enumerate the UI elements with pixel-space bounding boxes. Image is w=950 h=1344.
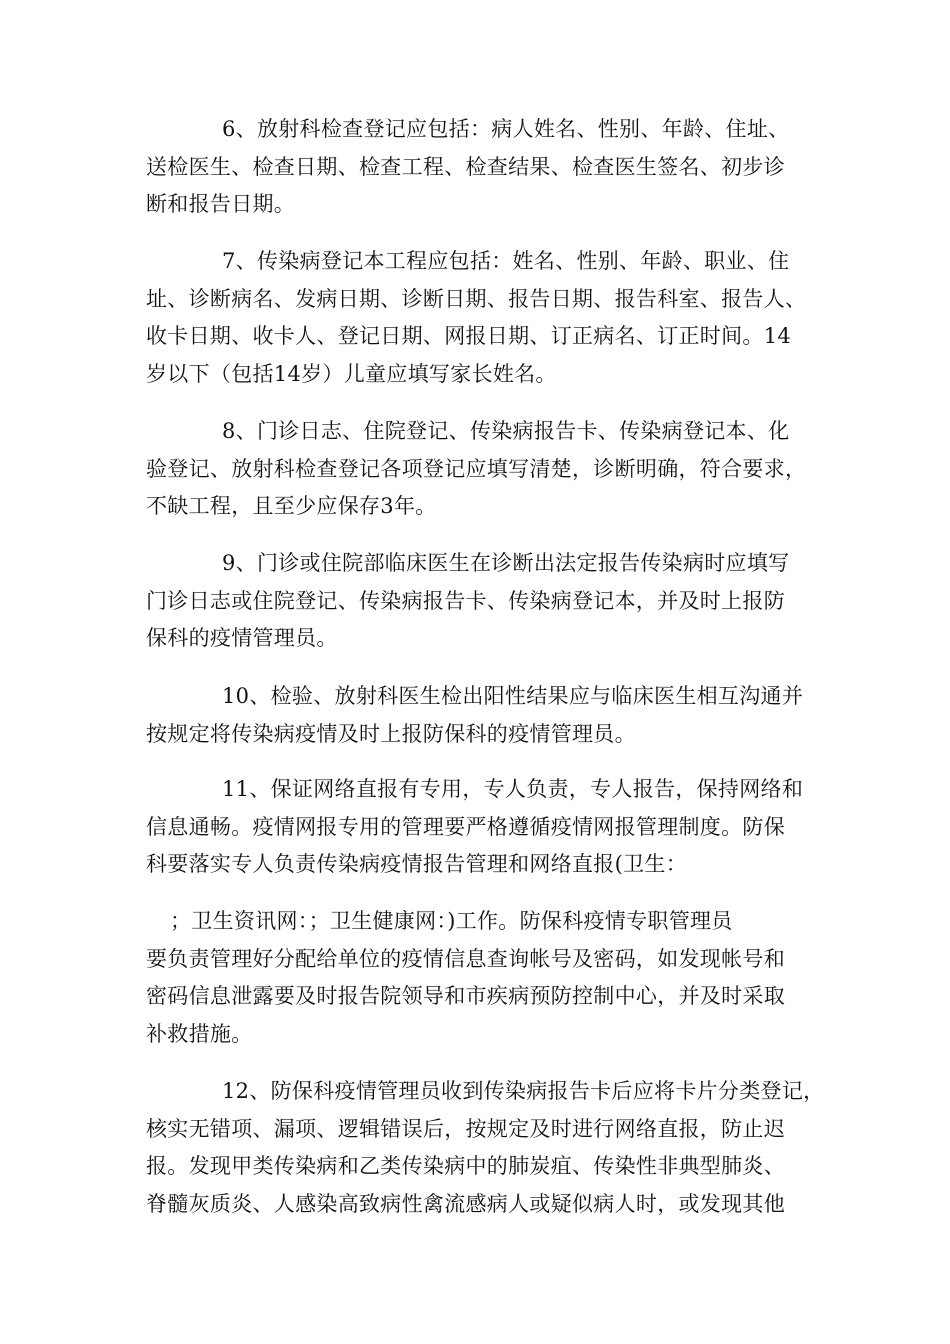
paragraph-line: ；卫生资讯网：；卫生健康网：)工作。防保科疫情专职管理员 — [170, 909, 733, 933]
paragraph-line: 验登记、放射科检查登记各项登记应填写清楚，诊断明确，符合要求， — [146, 456, 807, 481]
paragraph-line: 要负责管理好分配给单位的疫情信息查询帐号及密码，如发现帐号和 — [146, 946, 785, 971]
paragraph-line: 报。发现甲类传染病和乙类传染病中的肺炭疽、传染性非典型肺炎、 — [146, 1154, 785, 1178]
paragraph-line: 信息通畅。疫情网报专用的管理要严格遵循疫情网报管理制度。防保 — [146, 814, 785, 839]
paragraph-line: 门诊日志或住院登记、传染病报告卡、传染病登记本，并及时上报防 — [146, 588, 785, 613]
paragraph-item-6 — [146, 111, 826, 224]
paragraph-line: 密码信息泄露要及时报告院领导和市疾病预防控制中心，并及时采取 — [146, 984, 785, 1008]
paragraph-line: 6、放射科检查登记应包括：病人姓名、性别、年龄、住址、 — [222, 117, 790, 141]
paragraph-line: 岁以下（包括14岁）儿童应填写家长姓名。 — [146, 361, 557, 386]
paragraph-item-7 — [146, 243, 826, 393]
paragraph-line: 保科的疫情管理员。 — [146, 626, 338, 650]
paragraph-item-12 — [146, 1073, 826, 1223]
paragraph-line: 8、门诊日志、住院登记、传染病报告卡、传染病登记本、化 — [222, 419, 790, 443]
paragraph-item-11-continued — [146, 903, 826, 1053]
paragraph-line: 补救措施。 — [146, 1021, 253, 1046]
paragraph-item-11 — [146, 771, 826, 884]
paragraph-line: 12、防保科疫情管理员收到传染病报告卡后应将卡片分类登记， — [222, 1079, 825, 1103]
paragraph-line: 科要落实专人负责传染病疫情报告管理和网络直报(卫生： — [146, 852, 687, 876]
paragraph-item-8 — [146, 413, 826, 526]
paragraph-item-10 — [146, 678, 826, 753]
paragraph-line: 7、传染病登记本工程应包括：姓名、性别、年龄、职业、住 — [222, 249, 790, 273]
paragraph-line: 按规定将传染病疫情及时上报防保科的疫情管理员。 — [146, 721, 636, 746]
paragraph-line: 收卡日期、收卡人、登记日期、网报日期、订正病名、订正时间。14 — [146, 324, 792, 348]
paragraph-line: 核实无错项、漏项、逻辑错误后，按规定及时进行网络直报，防止迟 — [146, 1116, 785, 1141]
paragraph-line: 址、诊断病名、发病日期、诊断日期、报告日期、报告科室、报告人、 — [146, 286, 807, 311]
paragraph-line: 送检医生、检查日期、检查工程、检查结果、检查医生签名、初步诊 — [146, 154, 785, 179]
paragraph-line: 11、保证网络直报有专用，专人负责，专人报告，保持网络和 — [222, 777, 804, 801]
paragraph-line: 9、门诊或住院部临床医生在诊断出法定报告传染病时应填写 — [222, 551, 790, 575]
paragraph-line: 不缺工程，且至少应保存3年。 — [146, 494, 437, 518]
paragraph-line: 断和报告日期。 — [146, 192, 296, 216]
paragraph-line: 10、检验、放射科医生检出阳性结果应与临床医生相互沟通并 — [222, 684, 804, 708]
paragraph-line: 脊髓灰质炎、人感染高致病性禽流感病人或疑似病人时，或发现其他 — [146, 1191, 785, 1216]
paragraph-item-9 — [146, 545, 826, 658]
